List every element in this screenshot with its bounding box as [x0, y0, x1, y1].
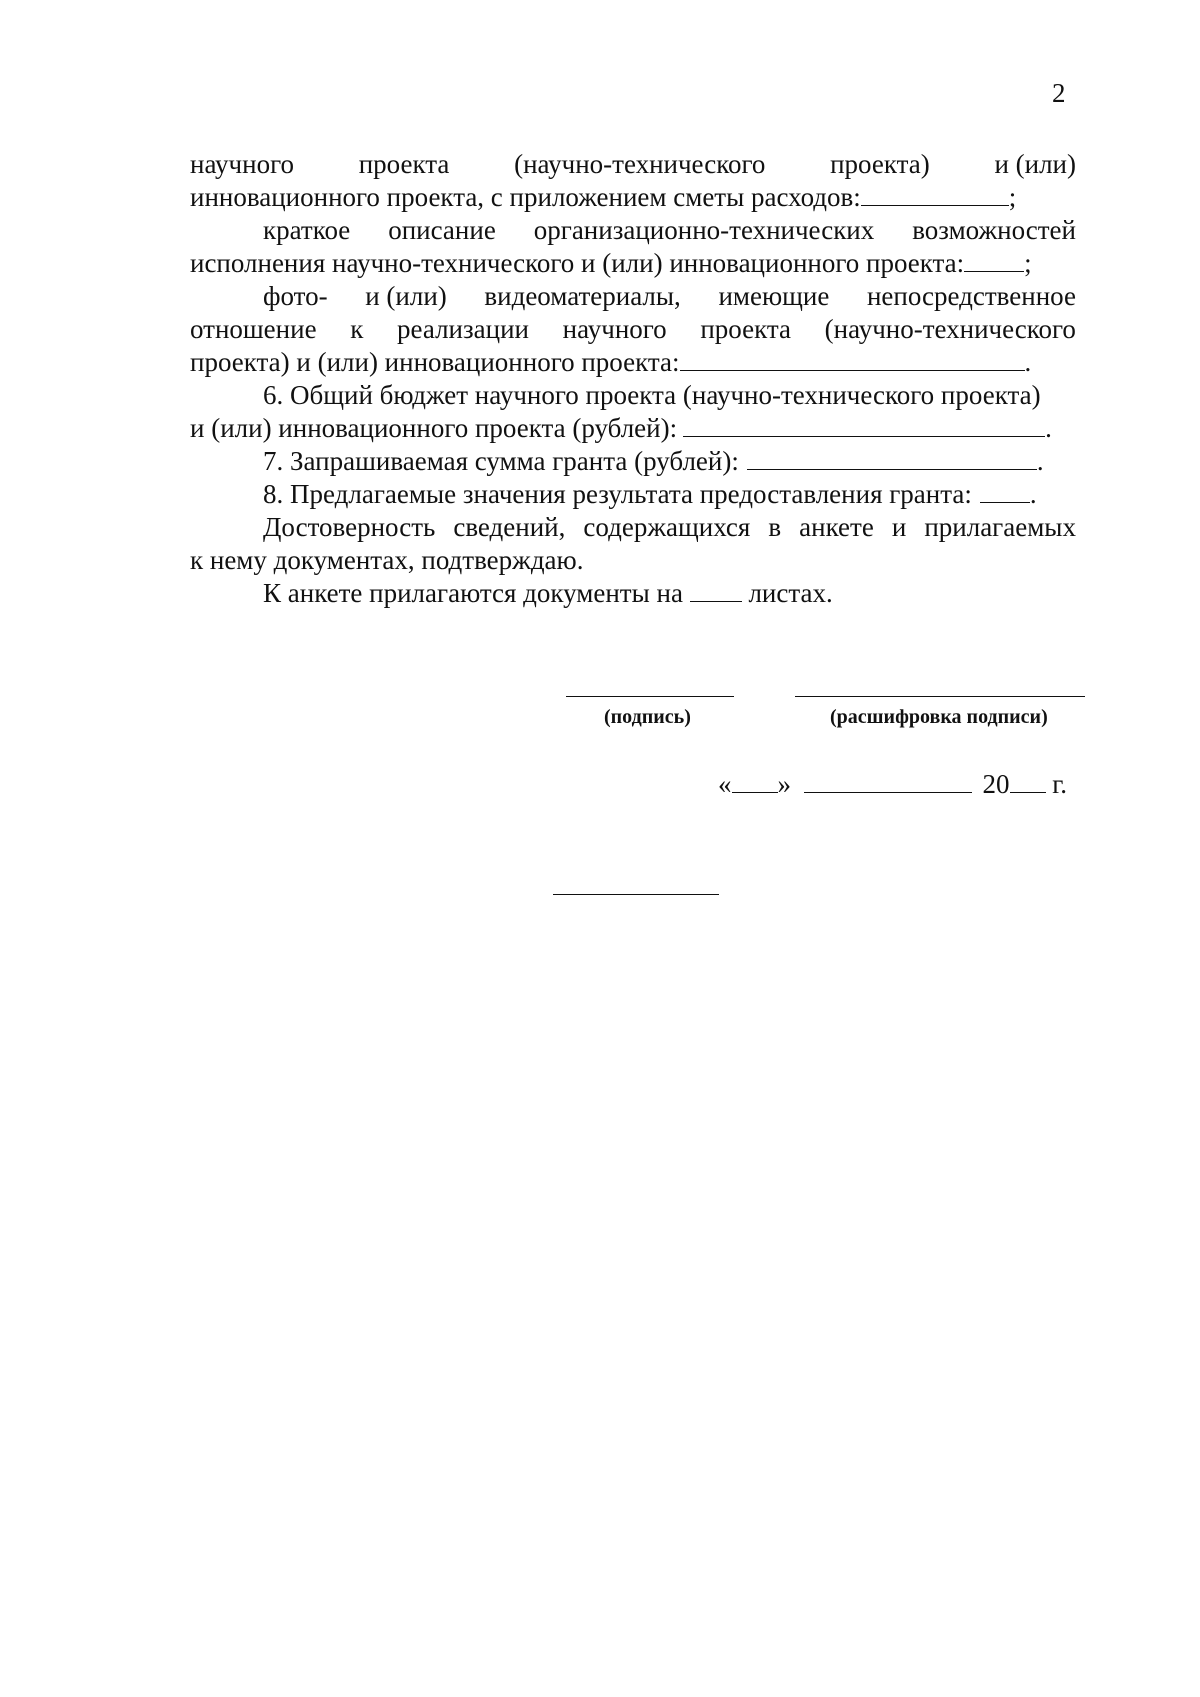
line-text: исполнения научно-технического и (или) инновационного проекта:: [190, 248, 965, 278]
fill-blank-media[interactable]: [680, 346, 1025, 371]
word: отношение: [190, 314, 317, 344]
word: анкете: [799, 512, 874, 542]
text-line-6: [190, 313, 1076, 346]
word: научного: [190, 149, 294, 179]
fill-blank-sheet-count[interactable]: [690, 577, 742, 602]
page-number: 2: [1052, 78, 1066, 108]
date-month-blank[interactable]: [804, 768, 972, 793]
word: сведений,: [453, 512, 566, 542]
text-line-8: [190, 379, 1076, 412]
text-line-4: [190, 247, 1076, 280]
text-line-9: [190, 412, 1076, 445]
date-row: [718, 768, 1067, 800]
word: содержащихся: [583, 512, 751, 542]
text-line-7: [190, 346, 1076, 379]
word: фото-: [263, 281, 328, 311]
line-end: ;: [1024, 248, 1032, 278]
line-end: .: [1036, 446, 1044, 476]
footer-separator-line: [553, 894, 719, 895]
date-close-quote: »: [777, 769, 791, 799]
word: краткое: [263, 215, 351, 245]
text-line-1: [190, 148, 1076, 181]
word: и (или): [994, 149, 1076, 179]
fill-blank-result-values[interactable]: [980, 478, 1030, 503]
document-body: [190, 148, 1076, 610]
word: реализации: [397, 314, 529, 344]
fill-blank-grant-amount[interactable]: [747, 445, 1037, 470]
word: к: [350, 314, 364, 344]
line-text: К анкете прилагаются документы на: [263, 578, 683, 608]
word: и (или): [365, 281, 447, 311]
text-line-12: [190, 511, 1076, 544]
line-text: 6. Общий бюджет научного проекта (научно-технического проекта): [263, 380, 1041, 410]
date-day-blank[interactable]: [732, 768, 778, 793]
signature-caption: (подпись): [604, 706, 691, 728]
word: имеющие: [718, 281, 830, 311]
word: описание: [388, 215, 496, 245]
fill-blank-cost-estimate[interactable]: [861, 181, 1009, 206]
word: прилагаемых: [924, 512, 1076, 542]
fill-blank-total-budget[interactable]: [683, 412, 1045, 437]
word: непосредственное: [866, 281, 1076, 311]
word: организационно-технических: [533, 215, 875, 245]
fill-blank-capabilities[interactable]: [964, 247, 1024, 272]
word: в: [768, 512, 782, 542]
word: видеоматериалы,: [484, 281, 681, 311]
date-open-quote: «: [718, 769, 732, 799]
text-line-3: [190, 214, 1076, 247]
line-text: 7. Запрашиваемая сумма гранта (рублей):: [263, 446, 739, 476]
signature-line[interactable]: [566, 696, 734, 697]
word: научного: [562, 314, 667, 344]
line-text: инновационного проекта, с приложением сметы расходов:: [190, 182, 861, 212]
word: проекта: [358, 149, 450, 179]
word: и: [891, 512, 907, 542]
line-text: к нему документах, подтверждаю.: [190, 545, 584, 575]
text-line-13: [190, 544, 1076, 577]
text-line-11: [190, 478, 1076, 511]
line-end: .: [1029, 479, 1037, 509]
date-year-prefix: 20: [982, 769, 1010, 799]
word: проекта: [700, 314, 791, 344]
line-text: 8. Предлагаемые значения результата предоставления гранта:: [263, 479, 972, 509]
text-line-14: [190, 577, 1076, 610]
signature-decoding-line[interactable]: [795, 696, 1085, 697]
word: (научно-технического: [824, 314, 1076, 344]
date-year-suffix: г.: [1052, 769, 1068, 799]
line-end: ;: [1008, 182, 1017, 212]
word: (научно-технического: [514, 149, 766, 179]
signature-decoding-caption: (расшифровка подписи): [830, 706, 1048, 728]
text-line-10: [190, 445, 1076, 478]
word: возможностей: [912, 215, 1076, 245]
text-line-5: [190, 280, 1076, 313]
word: Достоверность: [263, 512, 436, 542]
date-year-blank[interactable]: [1010, 768, 1046, 793]
line-text: проекта) и (или) инновационного проекта:: [190, 347, 680, 377]
line-end: листах.: [748, 578, 833, 608]
text-line-2: [190, 181, 1076, 214]
line-end: .: [1045, 413, 1052, 443]
word: проекта): [830, 149, 930, 179]
line-end: .: [1024, 347, 1032, 377]
line-text: и (или) инновационного проекта (рублей):: [190, 413, 678, 443]
